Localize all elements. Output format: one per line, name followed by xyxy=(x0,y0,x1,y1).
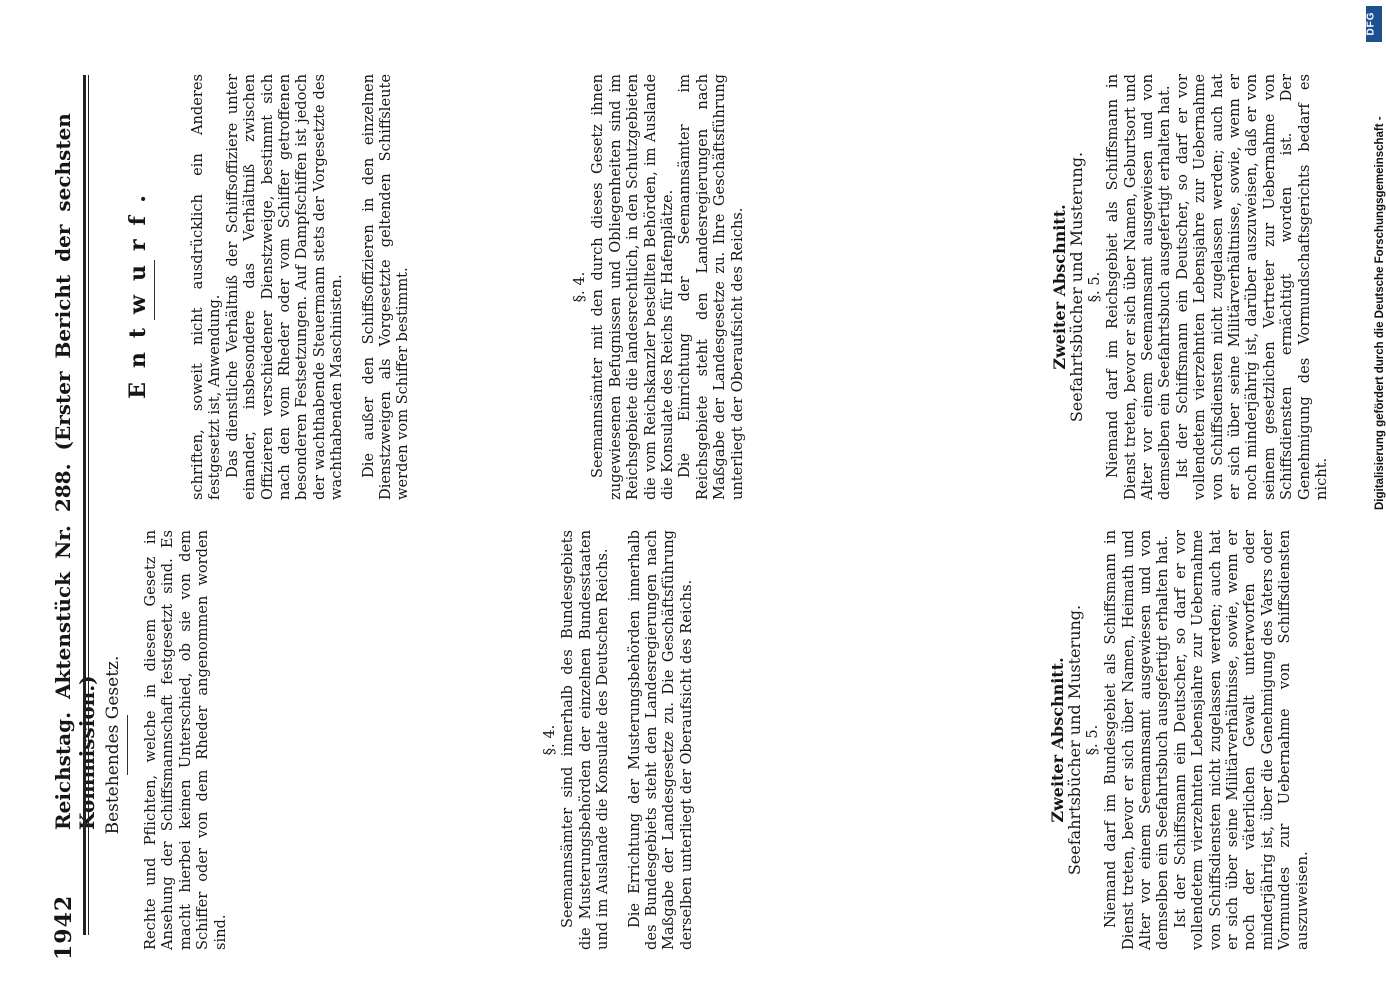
right-column-title: Entwurf. xyxy=(125,181,151,399)
left-s5-p2: Ist der Schiffsmann ein Deutscher, so darf er vor vollendetem vierzehnten Lebensjahre zur Uebernahme von Schiffsdiensten nicht zugelassen werden; auch hat er sich über seine Militärverhältnisse, sowie, wenn er noch der väterlichen Gewalt unterworfen oder minderjährig ist, über die Genehmigung des Vaters oder Vormundes zur Uebernahme von Schiffsdiensten auszuweisen. xyxy=(1171,530,1311,950)
right-others-text: Die außer den Schiffsoffizieren in den einzelnen Dienstzweigen als Vorgesetzte geltenden Schiffsleute werden vom Schiffer bestimmt. xyxy=(359,74,412,500)
left-section-5 xyxy=(1049,530,1311,950)
left-title-underline xyxy=(127,715,128,775)
left-intro xyxy=(142,530,229,950)
right-s4-heading: §. 4. xyxy=(571,271,588,303)
left-s4-p2: Die Errichtung der Musterungsbehörden innerhalb des Bundesgebiets steht den Landesregierungen nach Maßgabe der Landesgesetze zu. Die Geschäftsführung derselben unterliegt der Oberaufsicht des Reichs. xyxy=(625,530,695,950)
right-intro xyxy=(189,74,412,500)
digitization-credit: Digitalisierung gefördert durch die Deutsche Forschungsgemeinschaft - xyxy=(1374,116,1386,510)
left-abschnitt: Zweiter Abschnitt. xyxy=(1048,657,1067,823)
dfg-logo-text: DFG xyxy=(1365,11,1377,36)
left-column-title: Bestehendes Gesetz. xyxy=(103,655,123,835)
right-s4-p1: Seemannsämter mit den durch dieses Gesetz ihnen zugewiesenen Befugnissen und Obliegenheiten sind im Reichsgebiete die landesrechtlich, in den Schutzgebieten die vom Reichskanzler bestellten Behörden, im Auslande die Konsulate des Reichs für Hafenplätze. xyxy=(589,74,677,500)
right-section-4 xyxy=(571,74,746,500)
left-s5-heading: §. 5. xyxy=(1083,724,1101,756)
right-s5-heading: §. 5. xyxy=(1085,271,1103,303)
right-title-underline xyxy=(154,260,155,320)
header-rule-thin xyxy=(88,75,89,935)
left-abschnitt-sub: Seefahrtsbücher und Musterung. xyxy=(1065,604,1085,876)
page-number: 1942 xyxy=(51,894,77,960)
right-section-5 xyxy=(1051,74,1331,500)
right-intro-text: schriften, soweit nicht ausdrücklich ein Anderes festgesetzt ist, Anwendung. xyxy=(189,74,224,500)
right-abschnitt: Zweiter Abschnitt. xyxy=(1050,204,1069,370)
header-rule xyxy=(83,75,86,935)
right-abschnitt-sub: Seefahrtsbücher und Musterung. xyxy=(1067,151,1087,423)
right-s5-p1: Niemand darf im Reichsgebiet als Schiffsmann in Dienst treten, bevor er sich über Namen, Geburtsort und Alter vor einem Seemannsamt ausgewiesen und von demselben ein Seefahrtsbuch ausgefertigt erhalten hat. xyxy=(1104,74,1174,500)
right-s4-p2: Die Einrichtung der Seemannsämter im Reichsgebiete steht den Landesregierungen nach Maßgabe der Landesgesetze zu. Ihre Geschäftsführung unterliegt der Oberaufsicht des Reichs. xyxy=(676,74,746,500)
right-s5-p2: Ist der Schiffsmann ein Deutscher, so darf er vor vollendetem vierzehnten Lebensjahre zur Uebernahme von Schiffsdiensten nicht zugelassen werden; auch hat er sich über seine Militärverhältnisse, sowie, wenn er noch minderjährig ist, darüber auszuweisen, daß er von seinem gesetzlichen Vertreter zur Uebernahme von Schiffsdiensten ermächtigt worden ist. Der Genehmigung des Vormundschaftsgerichts bedarf es nicht. xyxy=(1173,74,1331,500)
right-officers-text: Das dienstliche Verhältniß der Schiffsoffiziere unter einander, insbesondere das Verhältniß zwischen Offizieren verschiedener Dienstzweige, bestimmt sich nach den vom Rheder oder vom Schiffer getroffenen besonderen Festsetzungen. Auf Dampfschiffen ist jedoch der wachthabende Steuermann stets der Vorgesetzte des wachthabenden Maschinisten. xyxy=(223,74,346,500)
left-intro-text: Rechte und Pflichten, welche in diesem Gesetz in Ansehung der Schiffsmannschaft festgesetzt sind. Es macht hierbei keinen Unterschied, ob sie von dem Schiffer oder von dem Rheder angenommen worden sind. xyxy=(142,530,229,950)
scanned-page xyxy=(41,50,1331,960)
left-section-4 xyxy=(541,530,695,950)
left-s4-p1: Seemannsämter sind innerhalb des Bundesgebiets die Musterungsbehörden der einzelnen Bundesstaaten und im Auslande die Konsulate des Deutschen Reichs. xyxy=(559,530,612,950)
running-title: Reichstag. Aktenstück Nr. 288. (Erster Bericht der sechsten Kommission.) xyxy=(51,113,99,830)
left-s4-heading: §. 4. xyxy=(541,724,558,756)
left-s5-p1: Niemand darf im Bundesgebiet als Schiffsmann in Dienst treten, bevor er sich über Namen, Heimath und Alter vor einem Seemannsamt ausgewiesen und von demselben ein Seefahrtsbuch ausgefertigt erhalten hat. xyxy=(1102,530,1172,950)
